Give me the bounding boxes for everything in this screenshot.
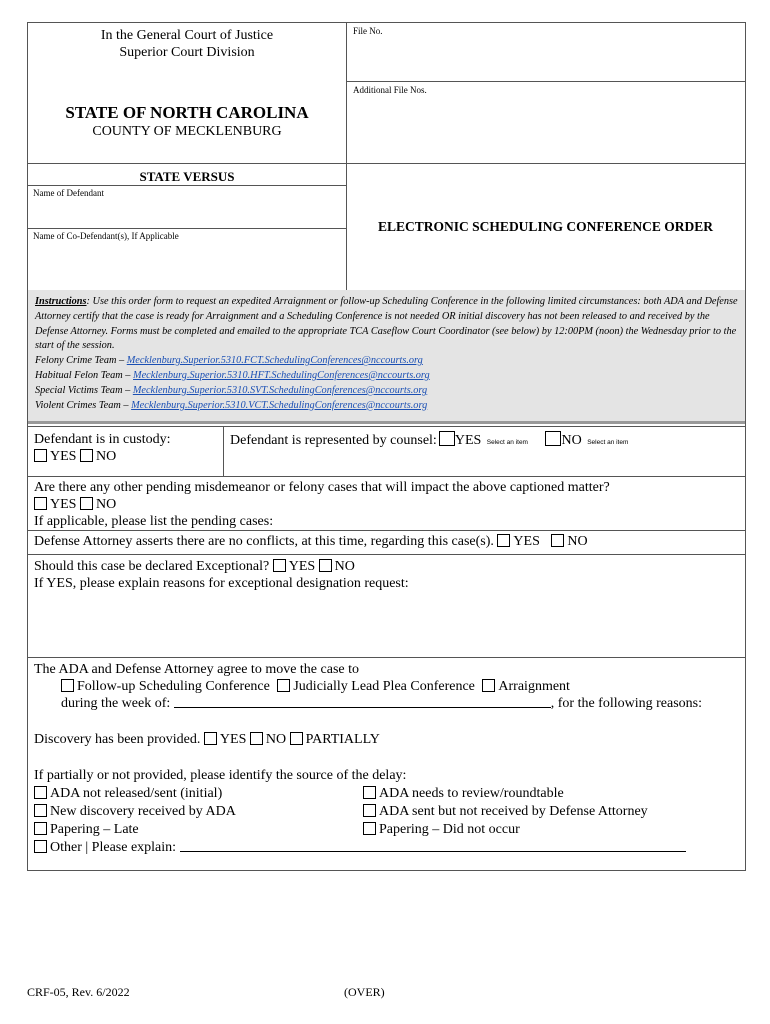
other-explain-field[interactable] bbox=[180, 839, 686, 852]
form-id: CRF-05, Rev. 6/2022 bbox=[27, 985, 130, 999]
discovery-section bbox=[34, 731, 380, 748]
exceptional-no-checkbox[interactable] bbox=[319, 559, 332, 572]
counsel-no-checkbox[interactable] bbox=[545, 431, 561, 446]
other-explain-row bbox=[34, 839, 686, 856]
exceptional-yes-checkbox[interactable] bbox=[273, 559, 286, 572]
conflicts-yes-checkbox[interactable] bbox=[497, 534, 510, 547]
defendant-name-field[interactable] bbox=[33, 201, 341, 225]
ada-not-released-checkbox[interactable] bbox=[34, 786, 47, 799]
new-discovery-checkbox[interactable] bbox=[34, 804, 47, 817]
papering-late-checkbox[interactable] bbox=[34, 822, 47, 835]
instructions-box bbox=[28, 290, 745, 421]
ada-not-released-label: ADA not released/sent (initial) bbox=[50, 786, 223, 801]
team-habitual-felon bbox=[35, 369, 738, 384]
file-no-label: File No. bbox=[353, 26, 383, 36]
plea-conference-checkbox[interactable] bbox=[277, 679, 290, 692]
arraignment-label: Arraignment bbox=[498, 679, 570, 694]
counsel-no-select[interactable]: Select an item bbox=[587, 439, 629, 446]
arraignment-checkbox[interactable] bbox=[482, 679, 495, 692]
conflicts-no-checkbox[interactable] bbox=[551, 534, 564, 547]
pending-yes-label: YES bbox=[50, 497, 77, 512]
custody-question: Defendant is in custody: bbox=[34, 432, 171, 447]
court-line-2: Superior Court Division bbox=[119, 45, 255, 60]
team-name: Violent Crimes Team – bbox=[35, 399, 132, 411]
pending-question: Are there any other pending misdemeanor or felony cases that will impact the above captioned matter? bbox=[34, 480, 610, 495]
team-email-link[interactable]: Mecklenburg.Superior.5310.VCT.SchedulingConferences@nccourts.org bbox=[131, 399, 428, 411]
custody-section bbox=[34, 431, 170, 465]
exceptional-question: Should this case be declared Exceptional? bbox=[34, 559, 270, 574]
team-name: Special Victims Team – bbox=[35, 384, 133, 396]
move-section bbox=[34, 661, 739, 712]
counsel-section bbox=[230, 431, 628, 451]
delay-left-options bbox=[34, 785, 354, 839]
delay-right-options bbox=[363, 785, 743, 839]
other-checkbox[interactable] bbox=[34, 840, 47, 853]
counsel-yes-checkbox[interactable] bbox=[439, 431, 455, 446]
counsel-yes-label: YES bbox=[454, 433, 482, 448]
papering-not-occur-label: Papering – Did not occur bbox=[379, 822, 520, 837]
court-heading bbox=[28, 27, 346, 61]
week-of-field[interactable] bbox=[174, 695, 551, 708]
defendant-label: Name of Defendant bbox=[33, 188, 104, 198]
team-email-link[interactable]: Mecklenburg.Superior.5310.SVT.SchedulingConferences@nccourts.org bbox=[132, 384, 428, 396]
week-of-label: during the week of: bbox=[61, 696, 171, 711]
plea-conference-label: Judicially Lead Plea Conference bbox=[293, 679, 475, 694]
exceptional-explain-label: If YES, please explain reasons for exceptional designation request: bbox=[34, 576, 409, 591]
scheduling-conference-form bbox=[27, 22, 746, 871]
ada-review-checkbox[interactable] bbox=[363, 786, 376, 799]
pending-no-label: NO bbox=[95, 497, 117, 512]
team-violent-crimes bbox=[35, 399, 738, 414]
discovery-no-label: NO bbox=[265, 732, 287, 747]
codefendant-name-field[interactable] bbox=[33, 244, 341, 284]
codefendant-label: Name of Co-Defendant(s), If Applicable bbox=[33, 231, 179, 241]
state-versus: STATE VERSUS bbox=[139, 169, 235, 184]
instructions-label: Instructions bbox=[35, 296, 87, 307]
instructions-text: : Use this order form to request an expedited Arraignment or follow-up Scheduling Conference in the following limited circumstances: both ADA and Defense Attorney certify that the case is ready for Arraignment and a Scheduling Conference is not needed OR initial discovery has not been released to and received by the Defense Attorney. Forms must be completed and emailed to the appropriate TCA Caseflow Court Coordinator (see below) by 12:00PM (noon) the Wednesday prior to the start of the session. bbox=[35, 296, 738, 352]
custody-no-checkbox[interactable] bbox=[80, 449, 93, 462]
conflicts-question: Defense Attorney asserts there are no conflicts, at this time, regarding this case(s). bbox=[34, 534, 494, 549]
pending-section bbox=[34, 479, 739, 530]
team-felony-crime bbox=[35, 354, 738, 369]
followup-conference-checkbox[interactable] bbox=[61, 679, 74, 692]
ada-review-label: ADA needs to review/roundtable bbox=[379, 786, 564, 801]
custody-yes-label: YES bbox=[50, 449, 77, 464]
court-line-1: In the General Court of Justice bbox=[100, 28, 274, 43]
ada-sent-not-received-label: ADA sent but not received by Defense Attorney bbox=[379, 804, 648, 819]
other-label: Other | Please explain: bbox=[50, 840, 177, 855]
discovery-no-checkbox[interactable] bbox=[250, 732, 263, 745]
pending-list-label: If applicable, please list the pending cases: bbox=[34, 514, 274, 529]
pending-no-checkbox[interactable] bbox=[80, 497, 93, 510]
discovery-partially-checkbox[interactable] bbox=[290, 732, 303, 745]
papering-late-label: Papering – Late bbox=[50, 822, 139, 837]
conflicts-yes-label: YES bbox=[513, 534, 540, 549]
county-title: COUNTY OF MECKLENBURG bbox=[92, 124, 282, 139]
reasons-label: , for the following reasons: bbox=[550, 696, 702, 711]
team-name: Habitual Felon Team – bbox=[35, 369, 134, 381]
conflicts-section bbox=[34, 533, 588, 550]
file-no-field[interactable] bbox=[353, 39, 738, 79]
discovery-yes-checkbox[interactable] bbox=[204, 732, 217, 745]
exceptional-explain-field[interactable] bbox=[34, 597, 739, 653]
followup-conference-label: Follow-up Scheduling Conference bbox=[77, 679, 270, 694]
pending-yes-checkbox[interactable] bbox=[34, 497, 47, 510]
team-email-link[interactable]: Mecklenburg.Superior.5310.FCT.SchedulingConferences@nccourts.org bbox=[126, 355, 423, 367]
move-intro: The ADA and Defense Attorney agree to move the case to bbox=[34, 662, 360, 677]
ada-sent-not-received-checkbox[interactable] bbox=[363, 804, 376, 817]
exceptional-yes-label: YES bbox=[288, 559, 316, 574]
team-special-victims bbox=[35, 384, 738, 399]
discovery-question: Discovery has been provided. bbox=[34, 732, 201, 747]
counsel-yes-select[interactable]: Select an item bbox=[486, 439, 528, 446]
conflicts-no-label: NO bbox=[567, 534, 588, 549]
new-discovery-label: New discovery received by ADA bbox=[50, 804, 236, 819]
custody-no-label: NO bbox=[95, 449, 117, 464]
additional-file-nos-label: Additional File Nos. bbox=[353, 85, 427, 95]
team-name: Felony Crime Team – bbox=[35, 355, 127, 367]
exceptional-no-label: NO bbox=[334, 559, 355, 574]
additional-file-nos-field[interactable] bbox=[353, 99, 738, 159]
discovery-partially-label: PARTIALLY bbox=[305, 732, 380, 747]
form-title: ELECTRONIC SCHEDULING CONFERENCE ORDER bbox=[378, 219, 713, 234]
discovery-yes-label: YES bbox=[219, 732, 247, 747]
papering-not-occur-checkbox[interactable] bbox=[363, 822, 376, 835]
custody-yes-checkbox[interactable] bbox=[34, 449, 47, 462]
team-email-link[interactable]: Mecklenburg.Superior.5310.HFT.SchedulingConferences@nccourts.org bbox=[133, 369, 430, 381]
delay-section bbox=[34, 767, 739, 784]
delay-question: If partially or not provided, please identify the source of the delay: bbox=[34, 768, 407, 783]
exceptional-section bbox=[34, 558, 739, 592]
over-label: (OVER) bbox=[344, 985, 385, 999]
state-title: STATE OF NORTH CAROLINA bbox=[65, 103, 309, 122]
counsel-question: Defendant is represented by counsel: bbox=[230, 433, 437, 448]
counsel-no-label: NO bbox=[561, 433, 582, 448]
